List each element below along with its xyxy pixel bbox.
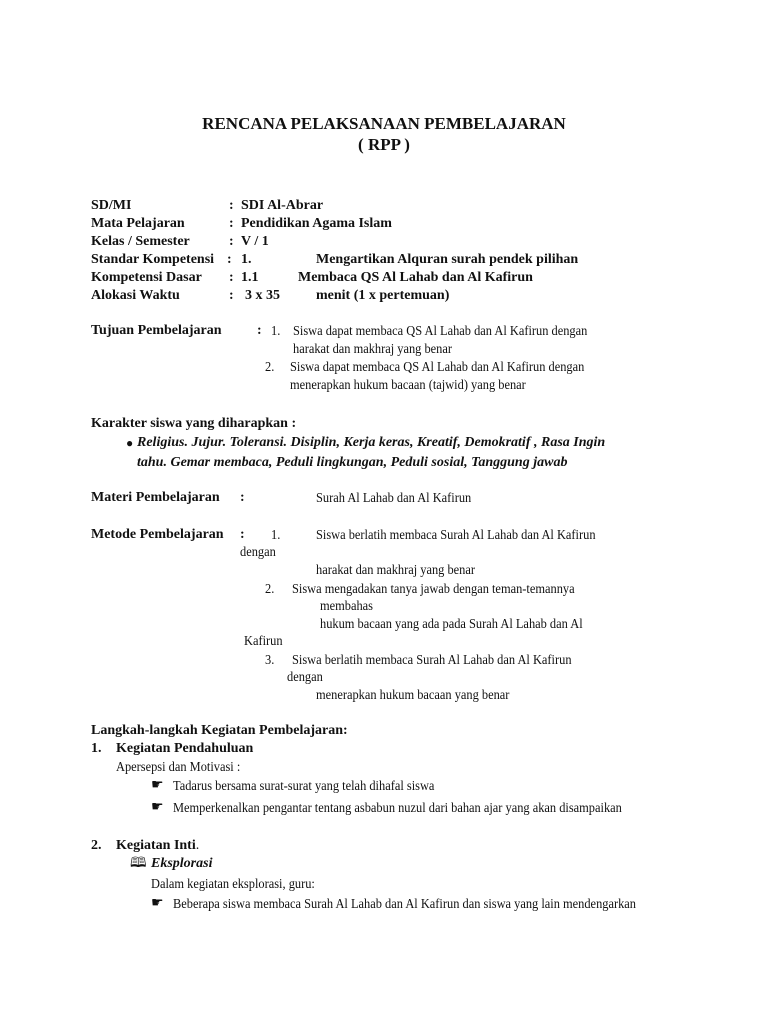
tujuan-item-number: 1. [271, 323, 281, 338]
identity-colon: : [229, 234, 234, 249]
kegiatan-item: Beberapa siswa membaca Surah Al Lahab dan Al Kafirun dan siswa yang lain mendengarkan [173, 896, 636, 911]
langkah-heading: Langkah-langkah Kegiatan Pembelajaran: [91, 723, 348, 738]
metode-colon: : [240, 527, 245, 542]
metode-item-text: harakat dan makhraj yang benar [316, 562, 476, 577]
tujuan-label: Tujuan Pembelajaran [91, 323, 222, 338]
tujuan-colon: : [257, 323, 262, 338]
document-title: RENCANA PELAKSANAAN PEMBELAJARAN [202, 114, 566, 133]
karakter-text: Religius. Jujur. Toleransi. Disiplin, Kerja keras, Kreatif, Demokratif , Rasa Ingin [137, 435, 606, 450]
metode-label: Metode Pembelajaran [91, 527, 224, 542]
identity-value: SDI Al-Abrar [241, 198, 324, 213]
book-icon: 🕮 [130, 856, 147, 871]
karakter-text: tahu. Gemar membaca, Peduli lingkungan, Peduli sosial, Tanggung jawab [137, 455, 568, 470]
identity-value: Pendidikan Agama Islam [241, 216, 392, 231]
section-title-wrap [116, 837, 199, 855]
identity-colon: : [229, 270, 234, 285]
identity-label: Alokasi Waktu [91, 288, 180, 303]
metode-item-text: dengan [240, 544, 276, 559]
identity-value: menit (1 x pertemuan) [316, 288, 450, 303]
metode-item-text: Kafirun [244, 633, 283, 648]
metode-item-text: Siswa berlatih membaca Surah Al Lahab dan Al Kafirun [292, 652, 572, 667]
pointing-hand-icon: ☛ [151, 896, 164, 911]
identity-colon: : [227, 252, 232, 267]
identity-value: Membaca QS Al Lahab dan Al Kafirun [298, 270, 533, 285]
section-sub: Eksplorasi [151, 856, 213, 871]
metode-item-number: 1. [271, 527, 281, 542]
tujuan-item-text: harakat dan makhraj yang benar [293, 341, 453, 356]
identity-colon: : [229, 216, 234, 231]
metode-item-text: hukum bacaan yang ada pada Surah Al Lahab dan Al [320, 616, 583, 631]
tujuan-item-number: 2. [265, 359, 275, 374]
identity-value: Mengartikan Alquran surah pendek pilihan [316, 252, 579, 267]
materi-label: Materi Pembelajaran [91, 490, 220, 505]
identity-label: Kompetensi Dasar [91, 270, 202, 285]
identity-label: SD/MI [91, 198, 132, 213]
kegiatan-item: Memperkenalkan pengantar tentang asbabun nuzul dari bahan ajar yang akan disampaikan [173, 800, 622, 815]
section-number: 1. [91, 741, 102, 756]
section-number: 2. [91, 838, 102, 853]
materi-value: Surah Al Lahab dan Al Kafirun [316, 490, 472, 505]
section-title-suffix: . [195, 838, 200, 853]
bullet-icon: ● [126, 436, 134, 450]
tujuan-item-text: Siswa dapat membaca QS Al Lahab dan Al Kafirun dengan [290, 359, 585, 374]
tujuan-item-text: Siswa dapat membaca QS Al Lahab dan Al Kafirun dengan [293, 323, 588, 338]
identity-label: Standar Kompetensi [91, 252, 215, 267]
identity-label: Kelas / Semester [91, 234, 190, 249]
materi-colon: : [240, 490, 245, 505]
identity-number: 1.1 [241, 270, 259, 285]
metode-item-number: 3. [265, 652, 275, 667]
document-subtitle: ( RPP ) [358, 135, 410, 154]
pointing-hand-icon: ☛ [151, 800, 164, 815]
pointing-hand-icon: ☛ [151, 778, 164, 793]
karakter-label: Karakter siswa yang diharapkan : [91, 416, 297, 431]
metode-item-text: menerapkan hukum bacaan yang benar [316, 687, 510, 702]
identity-value: V / 1 [241, 234, 269, 249]
section-title: Kegiatan Inti [116, 838, 196, 853]
metode-item-text: membahas [320, 598, 374, 613]
metode-item-text: Siswa berlatih membaca Surah Al Lahab dan Al Kafirun [316, 527, 596, 542]
identity-colon: : [229, 288, 234, 303]
section-intro: Dalam kegiatan eksplorasi, guru: [151, 876, 315, 891]
tujuan-item-text: menerapkan hukum bacaan (tajwid) yang benar [290, 377, 526, 392]
identity-number: 1. [241, 252, 252, 267]
metode-item-text: dengan [287, 669, 323, 684]
identity-label: Mata Pelajaran [91, 216, 185, 231]
identity-number: 3 x 35 [245, 288, 280, 303]
identity-colon: : [229, 198, 234, 213]
kegiatan-item: Tadarus bersama surat-surat yang telah dihafal siswa [173, 778, 435, 793]
section-title: Kegiatan Pendahuluan [116, 741, 254, 756]
section-sub: Apersepsi dan Motivasi : [116, 759, 241, 774]
metode-item-text: Siswa mengadakan tanya jawab dengan teman-temannya [292, 581, 575, 596]
metode-item-number: 2. [265, 581, 275, 596]
